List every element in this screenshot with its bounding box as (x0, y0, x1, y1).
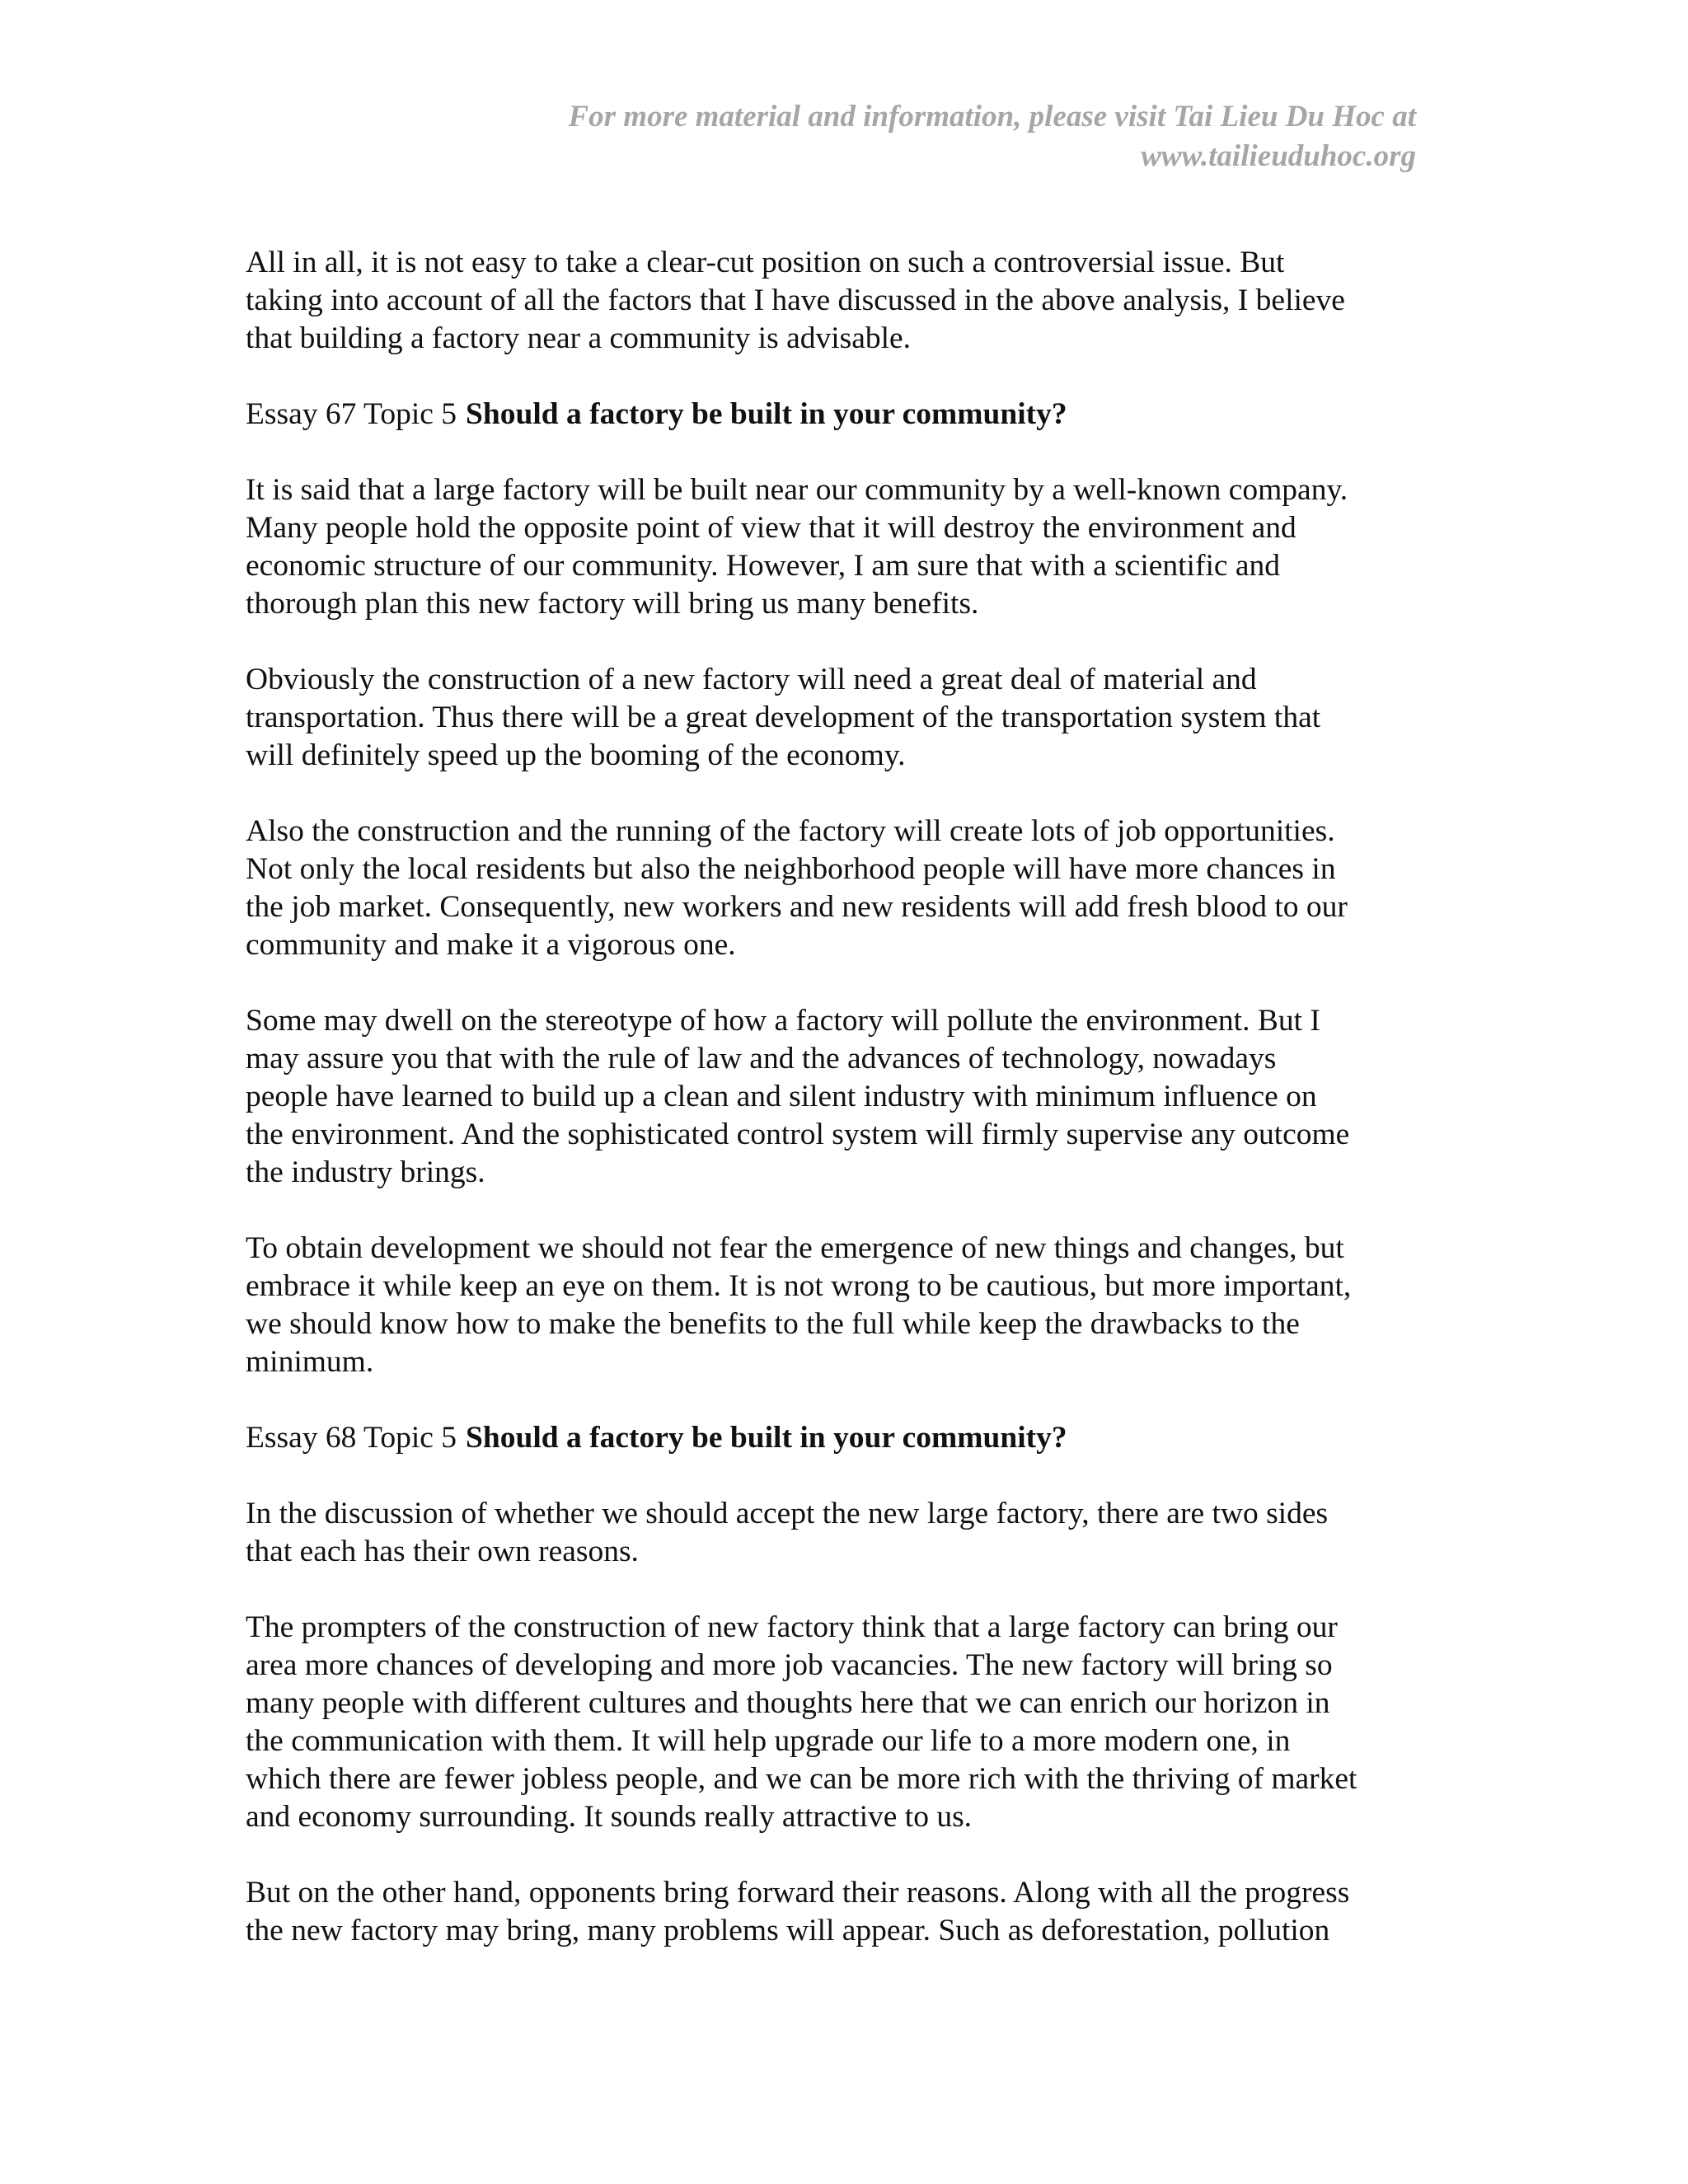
paragraph-line: may assure you that with the rule of law and the advances of technology, nowadays (246, 1042, 1277, 1076)
paragraph-line: To obtain development we should not fear the emergence of new things and changes, but (246, 1231, 1344, 1265)
paragraph-line: that building a factory near a community is advisable. (246, 321, 912, 355)
paragraph-line: economic structure of our community. However, I am sure that with a scientific and (246, 549, 1281, 583)
paragraph-line: which there are fewer jobless people, and we can be more rich with the thriving of market (246, 1762, 1357, 1796)
header-line-1: For more material and information, please visit Tai Lieu Du Hoc at (568, 100, 1416, 134)
paragraph-line: Obviously the construction of a new factory will need a great deal of material and (246, 663, 1257, 696)
paragraph-line: the industry brings. (246, 1155, 485, 1189)
essay-heading (246, 396, 1432, 434)
paragraph-line: community and make it a vigorous one. (246, 928, 736, 962)
paragraph-line: In the discussion of whether we should accept the new large factory, there are two sides (246, 1497, 1329, 1530)
essay-heading-title: Should a factory be built in your community? (466, 1421, 1067, 1455)
paragraph-line: people have learned to build up a clean and silent industry with minimum influence on (246, 1080, 1317, 1113)
paragraph (246, 1874, 1432, 1950)
paragraph-line: and economy surrounding. It sounds really attractive to us. (246, 1800, 973, 1834)
paragraph-line: will definitely speed up the booming of the economy. (246, 738, 906, 772)
paragraph-line: The prompters of the construction of new factory think that a large factory can bring our (246, 1610, 1338, 1644)
paragraph-line: the communication with them. It will help upgrade our life to a more modern one, in (246, 1724, 1291, 1758)
paragraph (246, 471, 1432, 623)
paragraph-line: embrace it while keep an eye on them. It is not wrong to be cautious, but more important, (246, 1269, 1352, 1303)
paragraph-line: transportation. Thus there will be a great development of the transportation system that (246, 701, 1321, 734)
paragraph-line: minimum. (246, 1345, 374, 1379)
paragraph (246, 661, 1432, 775)
essay-heading-prefix: Essay 67 Topic 5 (246, 397, 457, 431)
paragraph-line: taking into account of all the factors that I have discussed in the above analysis, I believe (246, 284, 1345, 317)
paragraph-line: thorough plan this new factory will bring us many benefits. (246, 587, 979, 621)
page-header (427, 97, 1416, 176)
essay-heading (246, 1419, 1432, 1457)
paragraph-line: the job market. Consequently, new workers and new residents will add fresh blood to our (246, 890, 1348, 924)
paragraph-line: Many people hold the opposite point of view that it will destroy the environment and (246, 511, 1296, 545)
essay-heading-prefix: Essay 68 Topic 5 (246, 1421, 457, 1455)
document-body (246, 244, 1432, 1988)
paragraph (246, 813, 1432, 964)
paragraph-line: many people with different cultures and thoughts here that we can enrich our horizon in (246, 1686, 1330, 1720)
paragraph-line: area more chances of developing and more job vacancies. The new factory will bring so (246, 1648, 1333, 1682)
paragraph-line: the new factory may bring, many problems will appear. Such as deforestation, pollution (246, 1914, 1330, 1947)
header-line-2: www.tailieuduhoc.org (1141, 139, 1416, 173)
paragraph (246, 1002, 1432, 1192)
paragraph-line: It is said that a large factory will be built near our community by a well-known company. (246, 473, 1348, 507)
paragraph (246, 1230, 1432, 1381)
paragraph-line: we should know how to make the benefits to the full while keep the drawbacks to the (246, 1307, 1300, 1341)
paragraph-line: that each has their own reasons. (246, 1535, 639, 1568)
paragraph (246, 1495, 1432, 1571)
essay-heading-title: Should a factory be built in your community? (466, 397, 1067, 431)
paragraph-line: the environment. And the sophisticated control system will firmly supervise any outcome (246, 1118, 1350, 1151)
paragraph-line: Not only the local residents but also the neighborhood people will have more chances in (246, 852, 1336, 886)
paragraph-line: All in all, it is not easy to take a clear-cut position on such a controversial issue. But (246, 246, 1285, 279)
paragraph-line: Some may dwell on the stereotype of how a factory will pollute the environment. But I (246, 1004, 1320, 1038)
paragraph (246, 1609, 1432, 1836)
paragraph-line: But on the other hand, opponents bring forward their reasons. Along with all the progress (246, 1876, 1350, 1910)
paragraph-line: Also the construction and the running of the factory will create lots of job opportunities. (246, 814, 1335, 848)
paragraph (246, 244, 1432, 358)
